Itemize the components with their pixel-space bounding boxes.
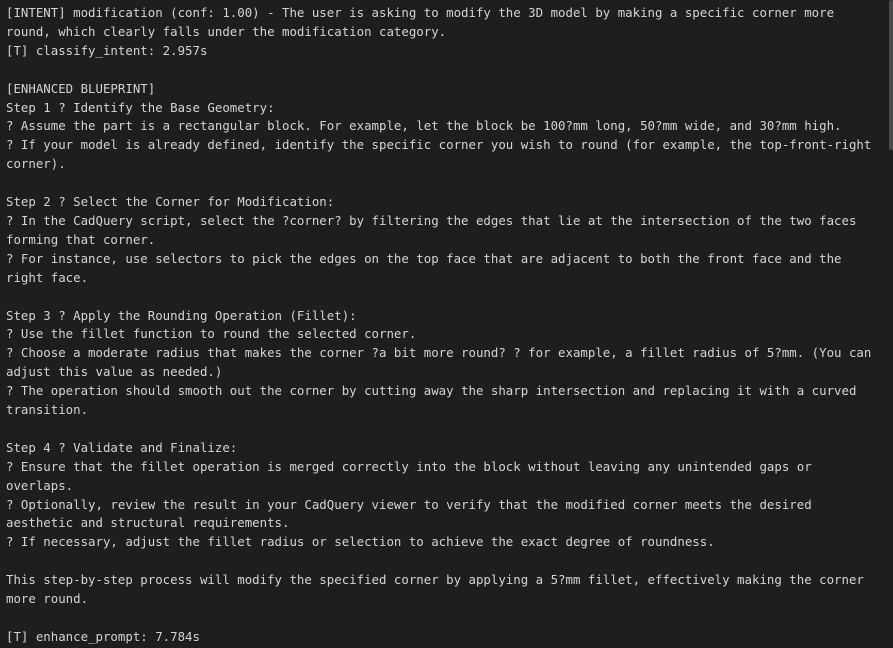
terminal-line <box>6 174 885 193</box>
terminal-line: ? In the CadQuery script, select the ?corner? by filtering the edges that lie at the intersection of the two faces forming that corner. <box>6 212 864 247</box>
terminal-line: ? Optionally, review the result in your CadQuery viewer to verify that the modified corner meets the desired aesthetic and structural requirements. <box>6 496 820 531</box>
terminal-line: ? For instance, use selectors to pick the edges on the top face that are adjacent to both the front face and the right face. <box>6 250 849 285</box>
scrollbar-thumb[interactable] <box>889 0 893 150</box>
terminal-line: Step 3 ? Apply the Rounding Operation (Fillet): <box>6 307 357 323</box>
terminal-line: [INTENT] modification (conf: 1.00) - The user is asking to modify the 3D model by making a specific corner more round, which clearly falls under the modification category. <box>6 5 842 39</box>
terminal-line <box>6 288 885 307</box>
terminal-line: ? Ensure that the fillet operation is merged correctly into the block without leaving any unintended gaps or overlaps. <box>6 458 820 493</box>
terminal-line <box>6 420 885 439</box>
terminal-line: ? Assume the part is a rectangular block. For example, let the block be 100?mm long, 50?mm wide, and 30?mm high. <box>6 118 842 134</box>
terminal-line: [T] classify_intent: 2.957s <box>6 42 208 58</box>
terminal-line: ? Choose a moderate radius that makes the corner ?a bit more round? ? for example, a fillet radius of 5?mm. (You can adjust this value as needed.) <box>6 345 879 380</box>
terminal-line: [ENHANCED BLUEPRINT] <box>6 80 156 96</box>
terminal-line: Step 2 ? Select the Corner for Modification: <box>6 194 335 210</box>
terminal-line: ? Use the fillet function to round the selected corner. <box>6 326 417 342</box>
terminal-line: Step 4 ? Validate and Finalize: <box>6 439 238 455</box>
terminal-line: [T] enhance_prompt: 7.784s <box>6 628 200 644</box>
terminal-line <box>6 61 885 80</box>
terminal-line: ? The operation should smooth out the corner by cutting away the sharp intersection and replacing it with a curved transition. <box>6 383 864 418</box>
vertical-scrollbar[interactable] <box>889 0 893 648</box>
terminal-line: Step 1 ? Identify the Base Geometry: <box>6 99 275 115</box>
terminal-line: ? If necessary, adjust the fillet radius or selection to achieve the exact degree of roundness. <box>6 534 715 550</box>
terminal-line: ? If your model is already defined, identify the specific corner you wish to round (for example, the top-front-right corner). <box>6 137 879 172</box>
terminal-line: This step-by-step process will modify the specified corner by applying a 5?mm fillet, effectively making the corner more round. <box>6 572 872 607</box>
terminal-line <box>6 609 885 628</box>
terminal-line <box>6 552 885 571</box>
